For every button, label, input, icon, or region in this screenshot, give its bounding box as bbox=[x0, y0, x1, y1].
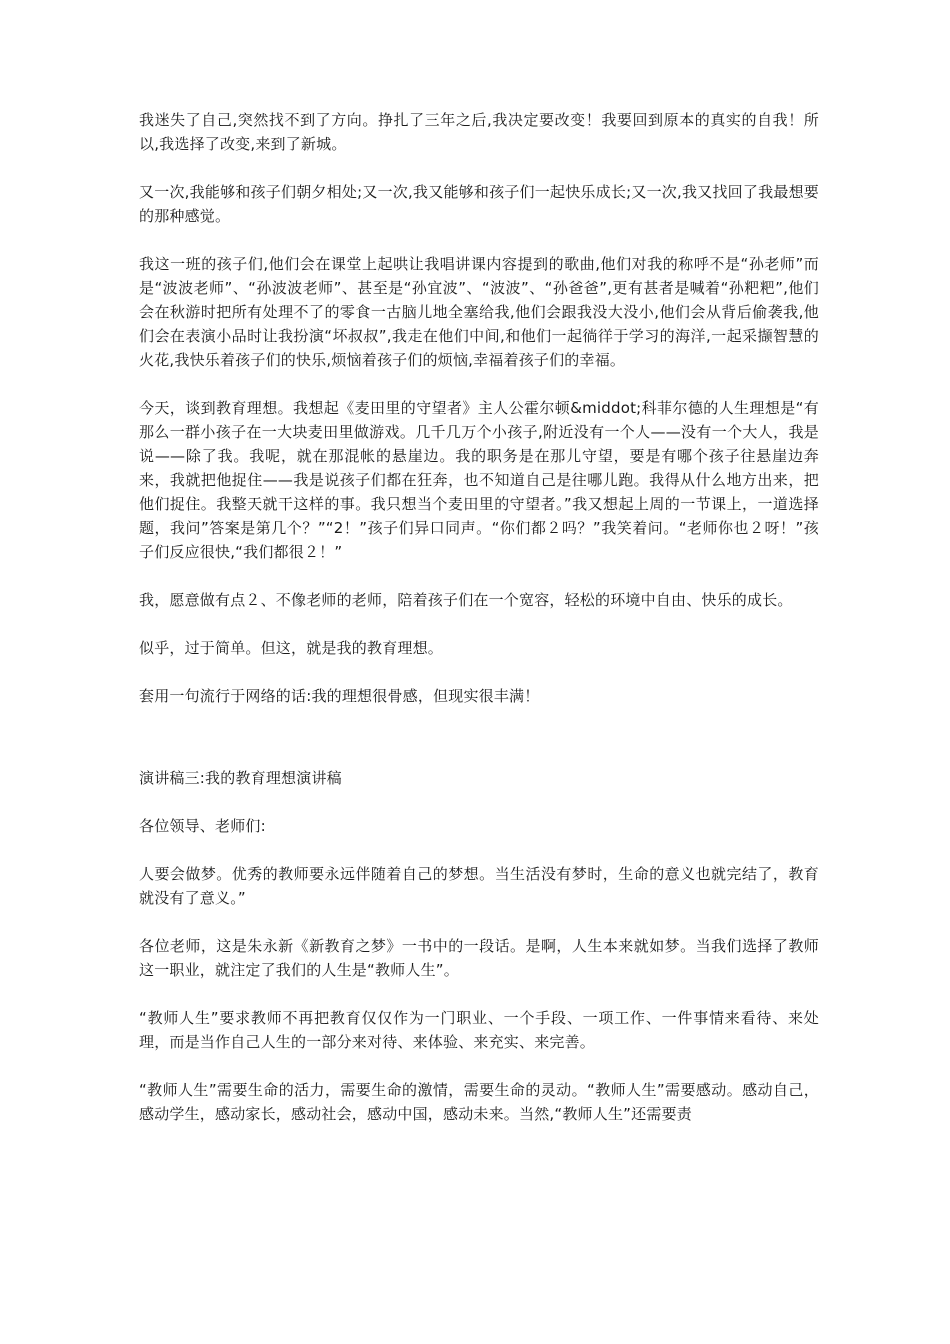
paragraph-teacher-life-requirement: “教师人生”要求教师不再把教育仅仅作为一门职业、一个手段、一项工作、一件事情来看待、来处理，而是当作自己人生的一部分来对待、来体验、来充实、来完善。 bbox=[139, 1009, 819, 1051]
paragraph-teacher-life-vitality: “教师人生”需要生命的活力，需要生命的激情，需要生命的灵动。“教师人生”需要感动。感动自己，感动学生，感动家长，感动社会，感动中国，感动未来。当然,“教师人生”还需要责 bbox=[139, 1081, 819, 1123]
paragraph-internet-saying: 套用一句流行于网络的话:我的理想很骨感，但现实很丰满！ bbox=[139, 687, 540, 705]
paragraph-lost-direction: 我迷失了自己,突然找不到了方向。挣扎了三年之后,我决定要改变！我要回到原本的真实的自我！所以,我选择了改变,来到了新城。 bbox=[139, 111, 819, 153]
paragraph-with-children-again: 又一次,我能够和孩子们朝夕相处;又一次,我又能够和孩子们一起快乐成长;又一次,我又找回了我最想要的那种感觉。 bbox=[139, 183, 819, 225]
paragraph-catcher-in-the-rye: 今天，谈到教育理想。我想起《麦田里的守望者》主人公霍尔顿&middot;科菲尔德的人生理想是“有那么一群小孩子在一大块麦田里做游戏。几千几万个小孩子,附近没有一个人——没有一个大人，我是说——除了我。我呢，就在那混帐的悬崖边。我的职务是在那儿守望，要是有哪个孩子往悬崖边奔来，我就把他捉住——我是说孩子们都在狂奔，也不知道自己是往哪儿跑。我得从什么地方出来，把他们捉住。我整天就干这样的事。我只想当个麦田里的守望者。”我又想起上周的一节课上，一道选择题，我问”答案是第几个？”“2！”孩子们异口同声。“你们都２吗？”我笑着问。“老师你也２呀！”孩子们反应很快,“我们都很２！” bbox=[139, 399, 819, 561]
paragraph-simple-ideal: 似乎，过于简单。但这，就是我的教育理想。 bbox=[139, 639, 444, 657]
paragraph-dream: 人要会做梦。优秀的教师要永远伴随着自己的梦想。当生活没有梦时，生命的意义也就完结了，教育就没有了意义。” bbox=[139, 865, 819, 907]
paragraph-new-education-dream: 各位老师，这是朱永新《新教育之梦》一书中的一段话。是啊，人生本来就如梦。当我们选择了教师这一职业，就注定了我们的人生是“教师人生”。 bbox=[139, 937, 819, 979]
paragraph-willing-teacher: 我，愿意做有点２、不像老师的老师，陪着孩子们在一个宽容，轻松的环境中自由、快乐的成长。 bbox=[139, 591, 793, 609]
section-title: 演讲稿三:我的教育理想演讲稿 bbox=[139, 769, 342, 787]
document-body bbox=[139, 108, 819, 1150]
section-gap bbox=[139, 732, 819, 766]
paragraph-greeting: 各位领导、老师们: bbox=[139, 817, 266, 835]
paragraph-class-children: 我这一班的孩子们,他们会在课堂上起哄让我唱讲课内容提到的歌曲,他们对我的称呼不是“孙老师”而是“波波老师”、“孙波波老师”、甚至是“孙宜波”、“波波”、“孙爸爸”,更有甚者是喊着“孙粑粑”,他们会在秋游时把所有处理不了的零食一古脑儿地全塞给我,他们会跟我没大没小,他们会从背后偷袭我,他们会在表演小品时让我扮演“坏叔叔”,我走在他们中间,和他们一起徜徉于学习的海洋,一起采撷智慧的火花,我快乐着孩子们的快乐,烦恼着孩子们的烦恼,幸福着孩子们的幸福。 bbox=[139, 255, 819, 369]
